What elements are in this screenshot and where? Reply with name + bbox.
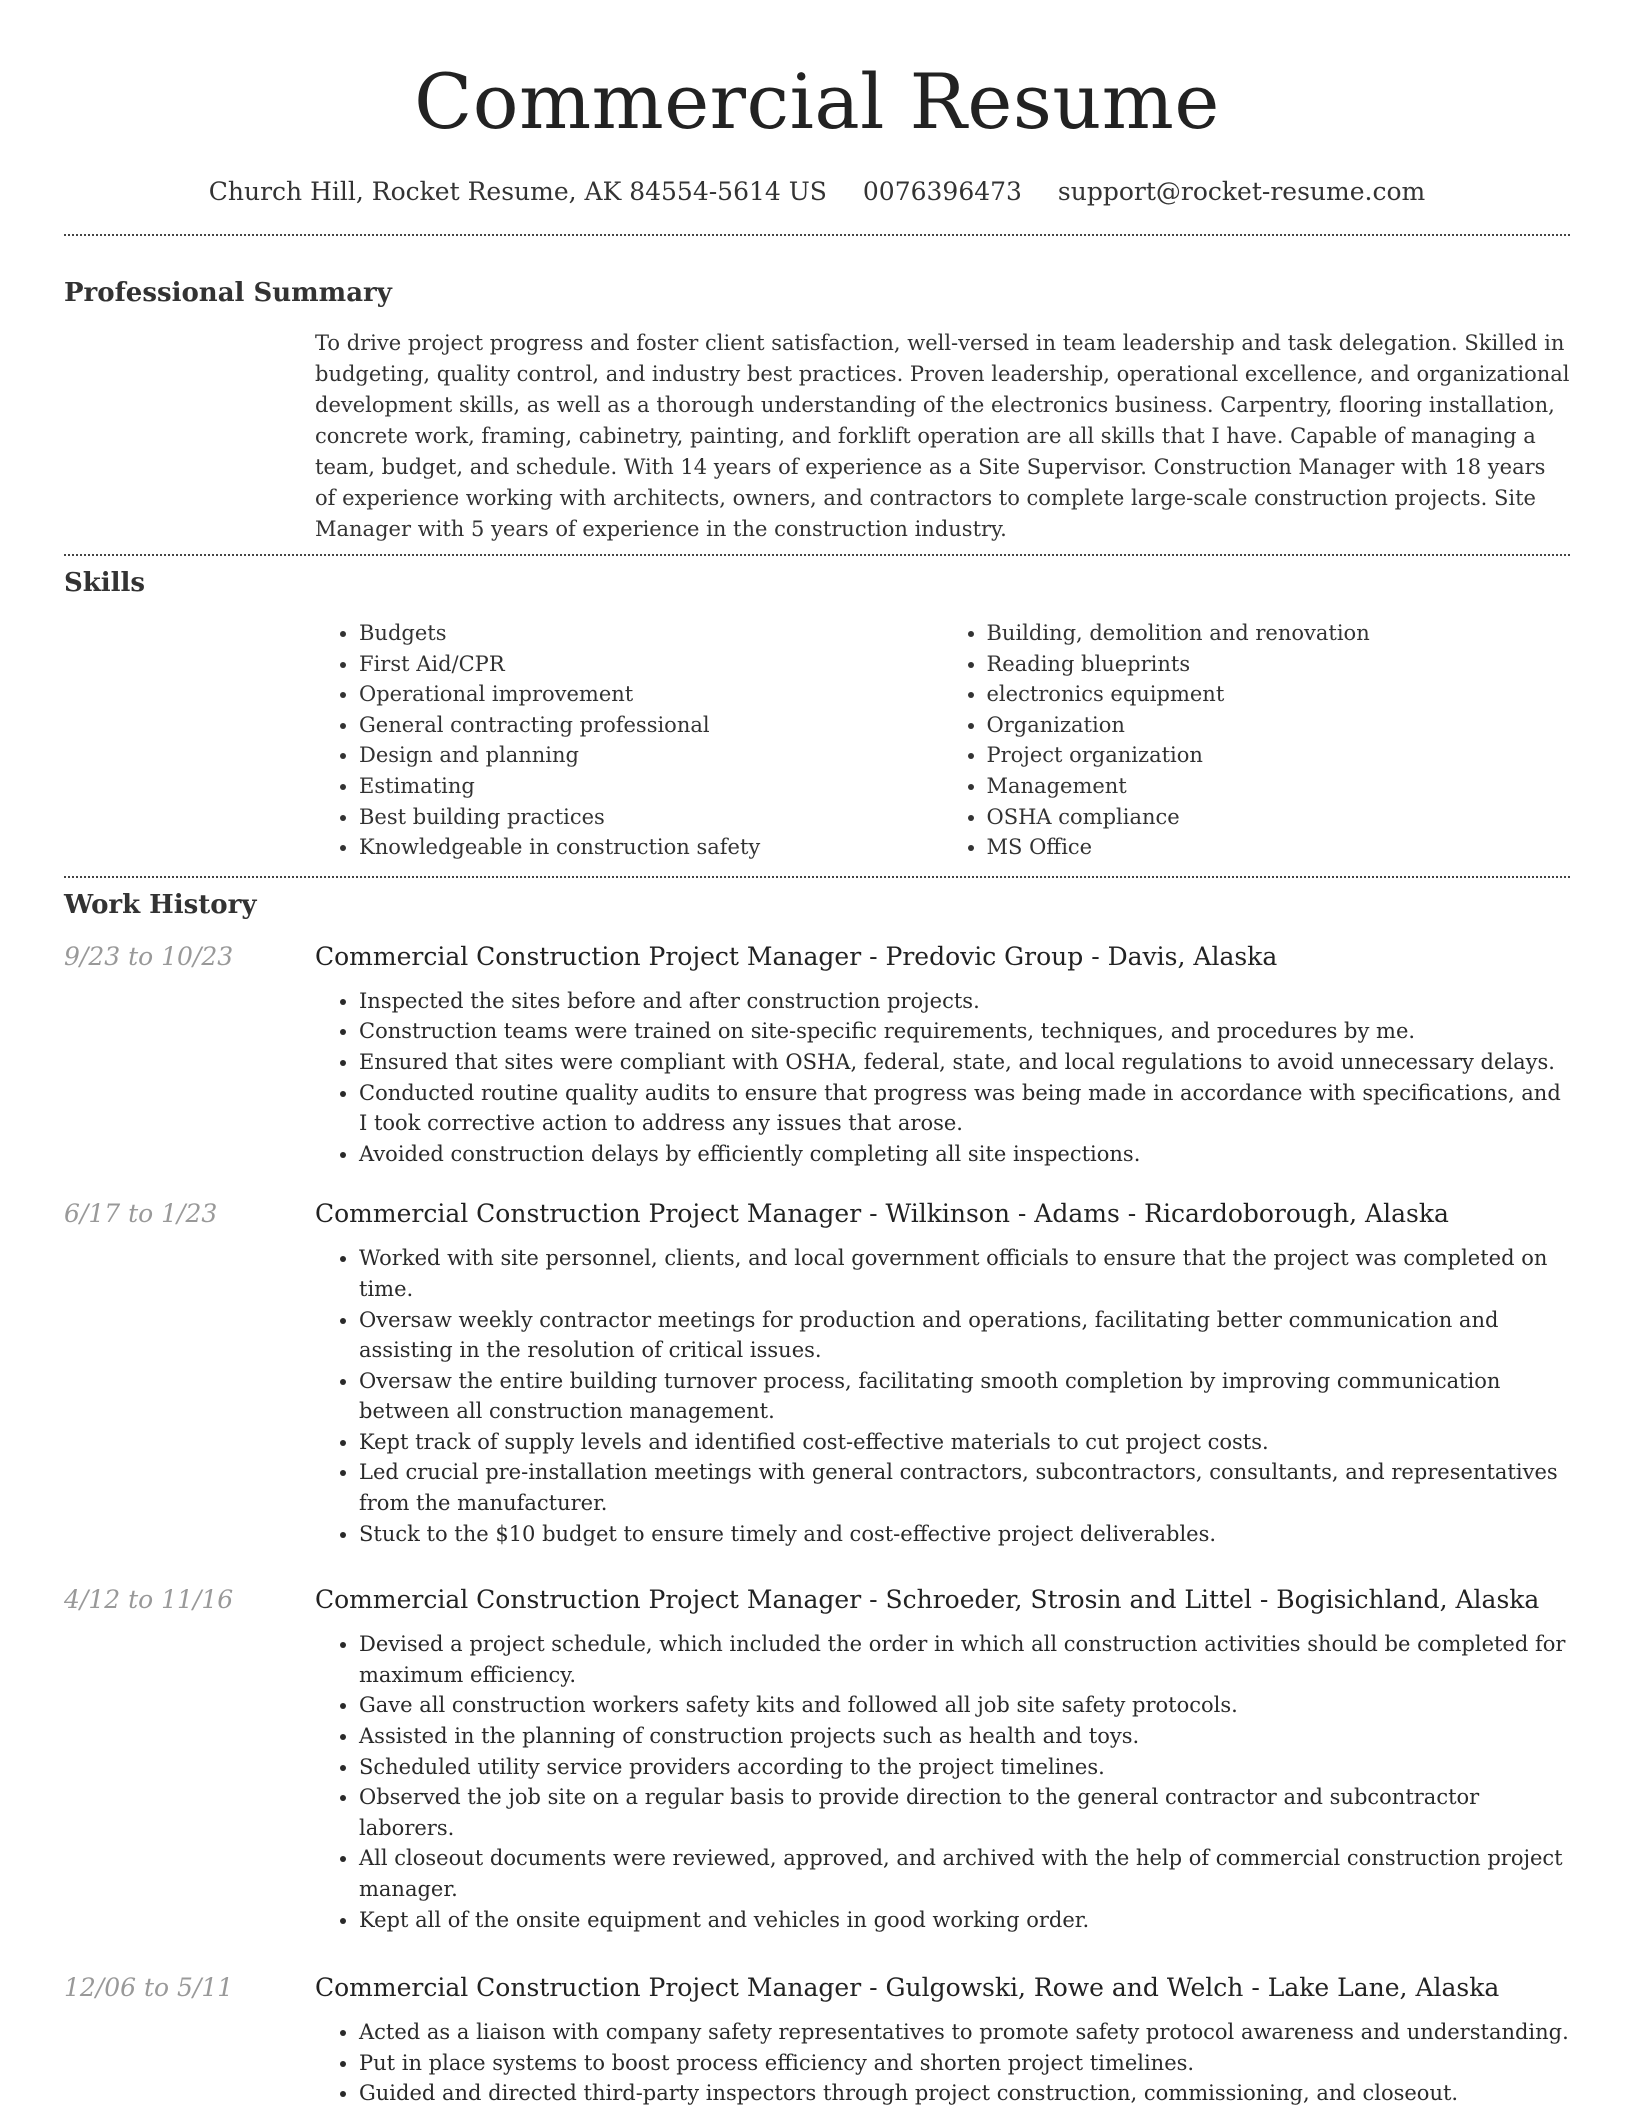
job-title: Commercial Construction Project Manager - Schroeder, Strosin and Littel - Bogisichland, Alaska — [315, 1585, 1540, 1615]
skill-item: • Knowledgeable in construction safety — [359, 832, 943, 863]
job-body — [315, 940, 1570, 1170]
job-bullet: • All closeout documents were reviewed, approved, and archived with the help of commercial construction project manager. — [359, 1843, 1570, 1904]
skill-item: • Design and planning — [359, 740, 943, 771]
job-bullet: • Ensured that sites were compliant with OSHA, federal, state, and local regulations to avoid unnecessary delays. — [359, 1047, 1570, 1078]
job-bullet: • Kept track of supply levels and identified cost-effective materials to cut project costs. — [359, 1427, 1570, 1458]
job-bullet: • Observed the job site on a regular basis to provide direction to the general contractor and subcontractor laborers. — [359, 1782, 1570, 1843]
job-entry — [64, 940, 1570, 1170]
skill-item: • General contracting professional — [359, 710, 943, 741]
resume-page — [64, 0, 1570, 2109]
job-body — [315, 1583, 1570, 1935]
summary-text: To drive project progress and foster client satisfaction, well-versed in team leadership and task delegation. Skilled in budgeting, quality control, and industry best practices. Proven leadership, operational excellence, and organizational development skills, as well as a thorough understanding of the electronics business. Carpentry, flooring installation, concrete work, framing, cabinetry, painting, and forklift operation are all skills that I have. Capable of managing a team, budget, and schedule. With 14 years of experience as a Site Supervisor. Construction Manager with 18 years of experience working with architects, owners, and contractors to complete large-scale construction projects. Site Manager with 5 years of experience in the construction industry. — [315, 331, 1570, 541]
job-date: 6/17 to 1/23 — [64, 1199, 218, 1229]
skill-item: • Project organization — [987, 740, 1571, 771]
skill-item: • Management — [987, 771, 1571, 802]
skills-grid — [315, 618, 1570, 863]
summary-content — [315, 328, 1570, 545]
section-work-history — [64, 878, 1570, 2109]
job-bullets — [315, 1243, 1570, 1549]
contact-address: Church Hill, Rocket Resume, AK 84554-5614 US — [208, 177, 827, 206]
skill-item: • Budgets — [359, 618, 943, 649]
job-title: Commercial Construction Project Manager - Wilkinson - Adams - Ricardoborough, Alaska — [315, 1199, 1449, 1229]
job-bullet: • Devised a project schedule, which included the order in which all construction activities should be completed for maximum efficiency. — [359, 1629, 1570, 1690]
job-bullet: • Kept all of the onsite equipment and vehicles in good working order. — [359, 1905, 1570, 1936]
job-list — [64, 940, 1570, 2109]
skill-item: • Organization — [987, 710, 1571, 741]
contact-phone: 0076396473 — [862, 177, 1022, 206]
job-bullet: • Conducted routine quality audits to ensure that progress was being made in accordance with specifications, and I took corrective action to address any issues that arose. — [359, 1078, 1570, 1139]
skills-list-right — [943, 618, 1571, 863]
skills-list-left — [315, 618, 943, 863]
work-history-heading: Work History — [64, 889, 257, 920]
skills-heading: Skills — [64, 568, 146, 598]
skill-item: • Estimating — [359, 771, 943, 802]
job-date: 12/06 to 5/11 — [64, 1973, 234, 2003]
job-bullet: • Led crucial pre-installation meetings with general contractors, subcontractors, consultants, and representatives from the manufacturer. — [359, 1457, 1570, 1518]
job-bullet: • Stuck to the $10 budget to ensure timely and cost-effective project deliverables. — [359, 1519, 1570, 1550]
job-bullets — [315, 2017, 1570, 2109]
resume-title: Commercial Resume — [414, 57, 1220, 146]
job-title: Commercial Construction Project Manager - Predovic Group - Davis, Alaska — [315, 941, 1278, 971]
job-bullets — [315, 986, 1570, 1170]
contact-line — [64, 176, 1570, 208]
skill-item: • Operational improvement — [359, 679, 943, 710]
job-title: Commercial Construction Project Manager - Gulgowski, Rowe and Welch - Lake Lane, Alaska — [315, 1973, 1500, 2003]
skill-item: • MS Office — [987, 832, 1571, 863]
job-entry — [64, 1583, 1570, 1935]
job-entry — [64, 1971, 1570, 2109]
job-bullet: • Avoided construction delays by efficiently completing all site inspections. — [359, 1139, 1570, 1170]
job-date: 4/12 to 11/16 — [64, 1585, 234, 1615]
skill-item: • Building, demolition and renovation — [987, 618, 1571, 649]
contact-email: support@rocket-resume.com — [1057, 177, 1426, 206]
job-bullet: • Scheduled utility service providers according to the project timelines. — [359, 1752, 1570, 1783]
job-bullet: • Assisted in the planning of construction projects such as health and toys. — [359, 1721, 1570, 1752]
job-bullet: • Acted as a liaison with company safety representatives to promote safety protocol awareness and understanding. — [359, 2017, 1570, 2048]
skill-item: • electronics equipment — [987, 679, 1571, 710]
job-bullets — [315, 1629, 1570, 1935]
job-date: 9/23 to 10/23 — [64, 941, 234, 971]
job-body — [315, 1971, 1570, 2109]
skill-item: • Best building practices — [359, 802, 943, 833]
summary-heading: Professional Summary — [64, 278, 392, 308]
job-bullet: • Oversaw the entire building turnover process, facilitating smooth completion by improving communication between all construction management. — [359, 1366, 1570, 1427]
job-bullet: • Construction teams were trained on site-specific requirements, techniques, and procedures by me. — [359, 1016, 1570, 1047]
job-body — [315, 1197, 1570, 1549]
skill-item: • First Aid/CPR — [359, 649, 943, 680]
job-entry — [64, 1197, 1570, 1549]
job-bullet: • Inspected the sites before and after construction projects. — [359, 986, 1570, 1017]
job-bullet: • Gave all construction workers safety kits and followed all job site safety protocols. — [359, 1690, 1570, 1721]
job-bullet: • Worked with site personnel, clients, and local government officials to ensure that the project was completed on time. — [359, 1243, 1570, 1304]
section-skills — [64, 556, 1570, 863]
skill-item: • Reading blueprints — [987, 649, 1571, 680]
skill-item: • OSHA compliance — [987, 802, 1571, 833]
job-bullet: • Put in place systems to boost process efficiency and shorten project timelines. — [359, 2048, 1570, 2079]
job-bullet: • Oversaw weekly contractor meetings for production and operations, facilitating better communication and assisting in the resolution of critical issues. — [359, 1305, 1570, 1366]
section-summary — [64, 236, 1570, 545]
job-bullet: • Guided and directed third-party inspectors through project construction, commissioning, and closeout. — [359, 2078, 1570, 2109]
